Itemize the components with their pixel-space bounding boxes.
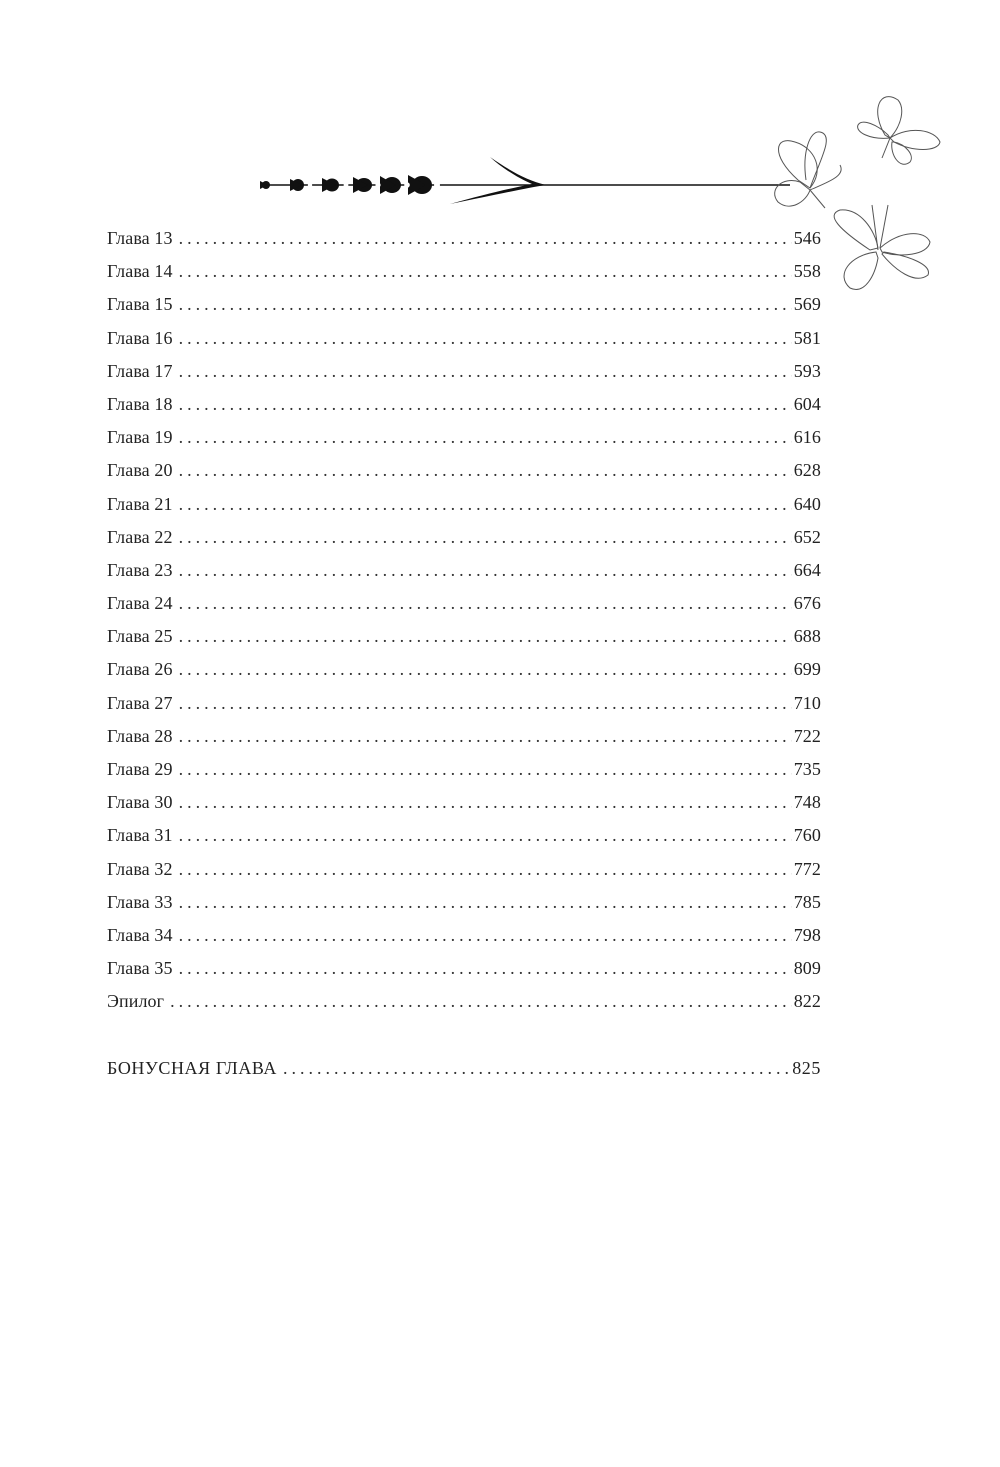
toc-entry-label: Глава 25 xyxy=(107,626,173,647)
dot-leader xyxy=(179,855,792,883)
toc-entry[interactable] xyxy=(107,788,821,821)
dot-leader xyxy=(179,589,792,617)
toc-entry-label: Глава 18 xyxy=(107,393,173,414)
toc-entry[interactable] xyxy=(107,224,821,257)
toc-entry-page-number: 688 xyxy=(793,626,821,647)
toc-entry-page-number: 676 xyxy=(793,593,821,614)
toc-entry-label: Глава 33 xyxy=(107,891,173,912)
toc-entry-page-number: 822 xyxy=(793,991,821,1012)
toc-entry[interactable] xyxy=(107,456,821,489)
toc-entry-page-number: 825 xyxy=(792,1057,821,1078)
butterfly-icon xyxy=(858,97,940,165)
toc-entry-page-number: 748 xyxy=(793,792,821,813)
toc-entry-label: Глава 22 xyxy=(107,526,173,547)
toc-entry[interactable] xyxy=(107,689,821,722)
dot-leader xyxy=(179,357,792,385)
toc-entry-label: Глава 26 xyxy=(107,659,173,680)
dot-leader xyxy=(179,921,792,949)
toc-entry-bonus[interactable] xyxy=(107,1054,821,1087)
toc-entry[interactable] xyxy=(107,622,821,655)
toc-entry[interactable] xyxy=(107,655,821,688)
toc-entry-page-number: 772 xyxy=(793,858,821,879)
toc-entry-label: Глава 28 xyxy=(107,725,173,746)
toc-entry-page-number: 546 xyxy=(793,228,821,248)
toc-entry-page-number: 722 xyxy=(793,725,821,746)
toc-entry-label: Глава 31 xyxy=(107,825,173,846)
toc-entry-label: Глава 21 xyxy=(107,493,173,514)
toc-entry[interactable] xyxy=(107,357,821,390)
toc-entry[interactable] xyxy=(107,755,821,788)
toc-entry[interactable] xyxy=(107,423,821,456)
toc-entry-label: Глава 35 xyxy=(107,958,173,979)
butterfly-icon xyxy=(775,132,842,208)
toc-entry[interactable] xyxy=(107,722,821,755)
toc-entry[interactable] xyxy=(107,589,821,622)
toc-entry-page-number: 735 xyxy=(793,759,821,779)
lavender-sprig-line-icon xyxy=(260,157,790,204)
toc-entry-page-number: 652 xyxy=(793,526,821,547)
toc-entry[interactable] xyxy=(107,257,821,290)
toc-entry-page-number: 558 xyxy=(793,261,821,282)
toc-entry-page-number: 785 xyxy=(793,891,821,912)
toc-entry-page-number: 699 xyxy=(793,659,821,680)
dot-leader xyxy=(179,755,792,783)
toc-entry-label: Глава 14 xyxy=(107,261,173,282)
toc-entry-label: Глава 32 xyxy=(107,858,173,879)
toc-entry[interactable] xyxy=(107,556,821,589)
toc-entry-label: Глава 24 xyxy=(107,593,173,614)
dot-leader xyxy=(179,523,792,551)
dot-leader xyxy=(179,954,792,982)
dot-leader xyxy=(179,655,792,683)
toc-entry-page-number: 581 xyxy=(793,327,821,348)
toc-entry-page-number: 710 xyxy=(793,692,821,713)
toc-entry-page-number: 616 xyxy=(793,427,821,448)
toc-entry[interactable] xyxy=(107,954,821,987)
toc-entry[interactable] xyxy=(107,390,821,423)
dot-leader xyxy=(179,622,792,650)
toc-entry-label: Глава 30 xyxy=(107,792,173,813)
toc-entry-label: Глава 23 xyxy=(107,559,173,580)
toc-entry-page-number: 640 xyxy=(793,493,821,514)
toc-entry[interactable] xyxy=(107,324,821,357)
toc-entry[interactable] xyxy=(107,290,821,323)
dot-leader xyxy=(179,722,792,750)
toc-entry-label: Глава 16 xyxy=(107,327,173,348)
toc-entry[interactable] xyxy=(107,987,821,1020)
toc-entry[interactable] xyxy=(107,523,821,556)
toc-entry[interactable] xyxy=(107,921,821,954)
toc-entry-page-number: 809 xyxy=(793,958,821,979)
toc-entry-label: Глава 19 xyxy=(107,427,173,448)
toc-entry-label: Глава 13 xyxy=(107,228,173,248)
toc-entry-label: Эпилог xyxy=(107,991,165,1012)
toc-entry-label: Глава 27 xyxy=(107,692,173,713)
dot-leader xyxy=(170,987,792,1015)
dot-leader xyxy=(179,290,792,318)
toc-entry-page-number: 569 xyxy=(793,294,821,315)
table-of-contents xyxy=(107,224,821,1087)
toc-entry-page-number: 664 xyxy=(793,559,821,580)
toc-entry-page-number: 604 xyxy=(793,393,821,414)
dot-leader xyxy=(283,1054,790,1082)
toc-entry-page-number: 628 xyxy=(793,460,821,481)
dot-leader xyxy=(179,224,792,252)
toc-entry[interactable] xyxy=(107,490,821,523)
dot-leader xyxy=(179,490,792,518)
dot-leader xyxy=(179,821,792,849)
toc-entry-label: БОНУСНАЯ ГЛАВА xyxy=(107,1057,277,1078)
toc-entry[interactable] xyxy=(107,855,821,888)
dot-leader xyxy=(179,257,792,285)
dot-leader xyxy=(179,556,792,584)
dot-leader xyxy=(179,788,792,816)
dot-leader xyxy=(179,689,792,717)
toc-entry-label: Глава 34 xyxy=(107,924,173,945)
toc-entry[interactable] xyxy=(107,821,821,854)
toc-entry-page-number: 593 xyxy=(793,360,821,381)
toc-entry[interactable] xyxy=(107,888,821,921)
toc-entry-label: Глава 20 xyxy=(107,460,173,481)
dot-leader xyxy=(179,423,792,451)
toc-entry-page-number: 798 xyxy=(793,924,821,945)
toc-entry-label: Глава 15 xyxy=(107,294,173,315)
dot-leader xyxy=(179,390,792,418)
toc-entry-label: Глава 17 xyxy=(107,360,173,381)
dot-leader xyxy=(179,324,792,352)
toc-entry-label: Глава 29 xyxy=(107,759,173,779)
butterfly-icon xyxy=(834,205,930,289)
dot-leader xyxy=(179,456,792,484)
dot-leader xyxy=(179,888,792,916)
toc-entry-page-number: 760 xyxy=(793,825,821,846)
